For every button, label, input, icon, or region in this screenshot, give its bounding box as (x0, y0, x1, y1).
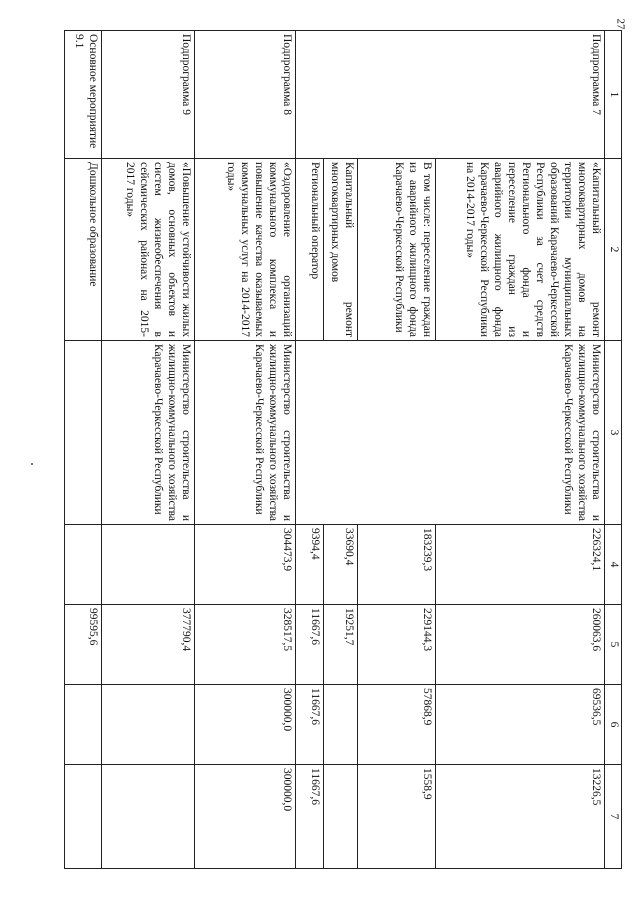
value-cell: 226324,1 (436, 525, 605, 605)
value-cell: 11667,6 (296, 765, 324, 869)
name-cell: «Капитальный ремонт многоквартирных домов на территории муниципальных образований Карачаево-Черкесской Республики за счет средств Регионального фонда и переселение граждан из аварийного жилищного фонда Карачаево-Черкесской Республики на 2014-2017 годы» (436, 159, 605, 341)
column-header: 2 (605, 159, 622, 341)
value-cell (323, 765, 357, 869)
column-header: 7 (605, 765, 622, 869)
column-header: 6 (605, 685, 622, 765)
rotated-table-container (64, 30, 622, 868)
executor-cell: Министерство строительства и жилищно-коммунального хозяйства Карачаево-Черкесской Республики (101, 341, 195, 525)
column-header: 1 (605, 31, 622, 159)
value-cell: 1558,9 (357, 765, 435, 869)
table-header-row (605, 31, 622, 869)
value-cell (65, 685, 102, 765)
value-cell: 304473,9 (195, 525, 296, 605)
value-cell: 33690,4 (323, 525, 357, 605)
page-number: 27 (614, 18, 627, 30)
value-cell: 13226,5 (436, 765, 605, 869)
value-cell (65, 525, 102, 605)
name-cell: «Оздоровление организаций коммунального комплекса и повышение качества оказываемых коммунальных услуг на 2014-2017 годы» (195, 159, 296, 341)
program-cell: Подпрограмма 7 (296, 31, 605, 159)
value-cell: 11667,6 (296, 685, 324, 765)
column-header: 3 (605, 341, 622, 525)
value-cell: 300000,0 (195, 765, 296, 869)
value-cell: 99595,6 (65, 605, 102, 685)
value-cell: 377790,4 (101, 605, 195, 685)
value-cell: 183239,3 (357, 525, 435, 605)
column-header: 5 (605, 605, 622, 685)
table-row (65, 31, 102, 869)
value-cell: 229144,3 (357, 605, 435, 685)
budget-table (64, 30, 622, 869)
value-cell (101, 685, 195, 765)
table-row (436, 31, 605, 869)
scan-artifact-dot (31, 463, 33, 465)
column-header: 4 (605, 525, 622, 605)
value-cell (65, 765, 102, 869)
executor-cell (65, 341, 102, 525)
name-cell: Региональный оператор (296, 159, 324, 341)
value-cell: 57868,9 (357, 685, 435, 765)
value-cell: 260063,6 (436, 605, 605, 685)
value-cell: 69536,5 (436, 685, 605, 765)
value-cell: 328517,5 (195, 605, 296, 685)
name-cell: В том числе: переселение граждан из аварийного жилищного фонда Карачаево-Черкесской Республики (357, 159, 435, 341)
name-cell: Капитальный ремонт многоквартирных домов (323, 159, 357, 341)
value-cell (101, 765, 195, 869)
value-cell: 11667,6 (296, 605, 324, 685)
table-row (101, 31, 195, 869)
value-cell: 19251,7 (323, 605, 357, 685)
name-cell: «Повышение устойчивости жилых домов, основных объектов и систем жизнеобеспечения в сейсмических районах на 2015-2017 годы» (101, 159, 195, 341)
program-cell: Подпрограмма 8 (195, 31, 296, 159)
value-cell: 9394,4 (296, 525, 324, 605)
value-cell (323, 685, 357, 765)
program-cell: Основное мероприятие 9.1 (65, 31, 102, 159)
value-cell: 300000,0 (195, 685, 296, 765)
value-cell (101, 525, 195, 605)
executor-cell: Министерство строительства и жилищно-коммунального хозяйства Карачаево-Черкесской Республики (296, 341, 605, 525)
name-cell: Дошкольное образование (65, 159, 102, 341)
executor-cell: Министерство строительства и жилищно-коммунального хозяйства Карачаево-Черкесской Республики (195, 341, 296, 525)
program-cell: Подпрограмма 9 (101, 31, 195, 159)
table-row (195, 31, 296, 869)
